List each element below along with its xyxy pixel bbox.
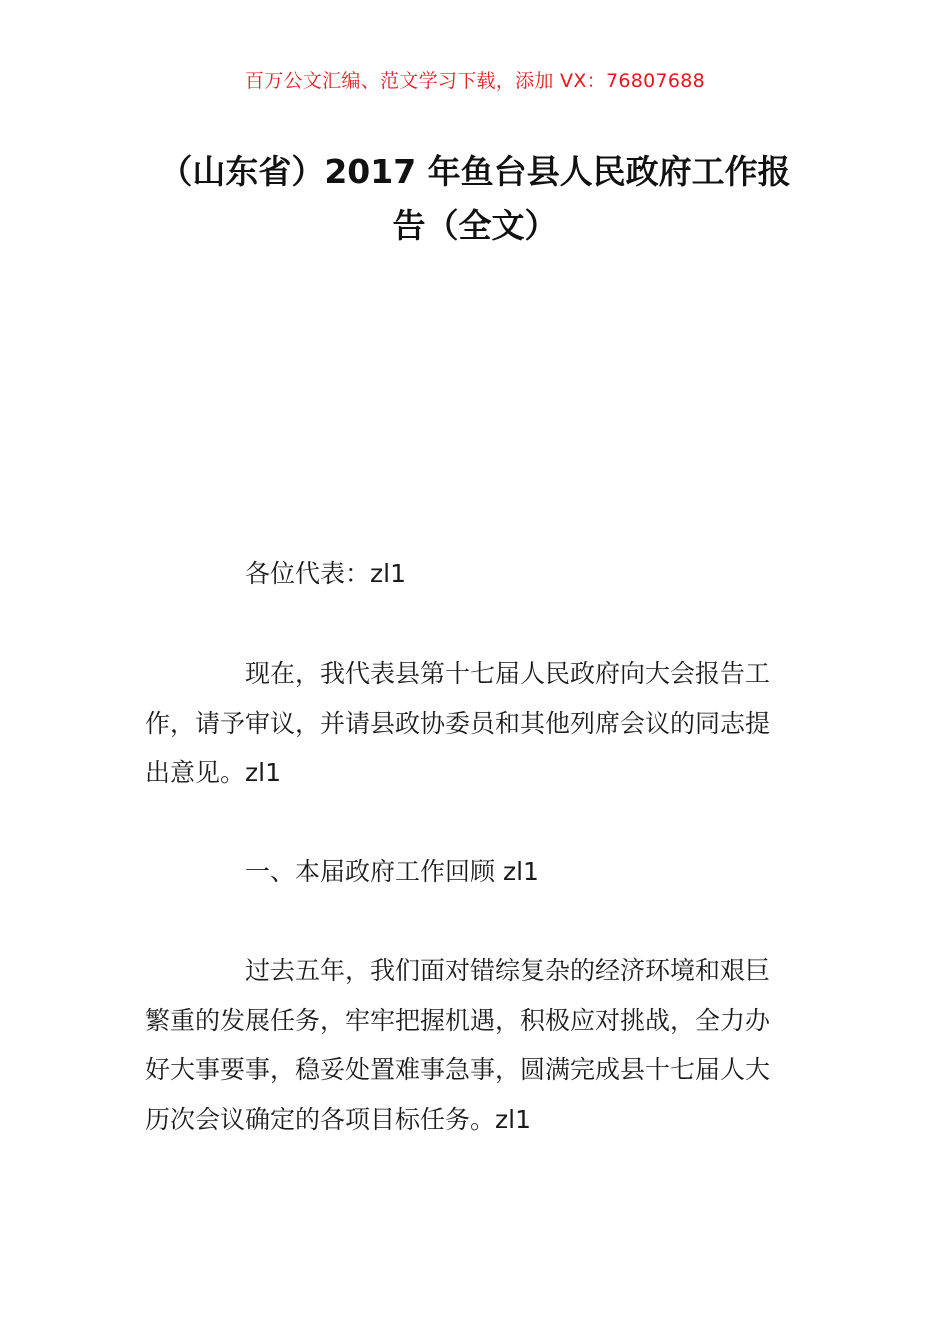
section-heading-text: 一、本届政府工作回顾 zl1 <box>245 857 539 886</box>
paragraph-2 <box>145 946 810 1144</box>
paragraph-1 <box>145 649 810 798</box>
document-title <box>120 145 830 253</box>
paragraph-2-line: 好大事要事，稳妥处置难事急事，圆满完成县十七届人大 <box>145 1055 771 1084</box>
section-heading <box>145 847 810 897</box>
paragraph-1-line: 出意见。zl1 <box>145 758 281 787</box>
paragraph-2-line: 过去五年，我们面对错综复杂的经济环境和艰巨 <box>245 956 771 985</box>
header-banner: 百万公文汇编、范文学习下载，添加 VX：76807688 <box>244 70 706 92</box>
title-line-2: 告（全文） <box>392 206 558 245</box>
paragraph-1-line: 现在，我代表县第十七届人民政府向大会报告工 <box>245 659 771 688</box>
title-line-1: （山东省）2017 年鱼台县人民政府工作报 <box>159 152 791 191</box>
paragraph-1-line: 作，请予审议，并请县政协委员和其他列席会议的同志提 <box>145 708 771 738</box>
salutation-text: 各位代表：zl1 <box>245 559 406 588</box>
paragraph-2-line: 繁重的发展任务，牢牢把握机遇，积极应对挑战，全力办 <box>145 1005 771 1035</box>
salutation <box>145 549 810 599</box>
paragraph-2-line: 历次会议确定的各项目标任务。zl1 <box>145 1104 531 1134</box>
